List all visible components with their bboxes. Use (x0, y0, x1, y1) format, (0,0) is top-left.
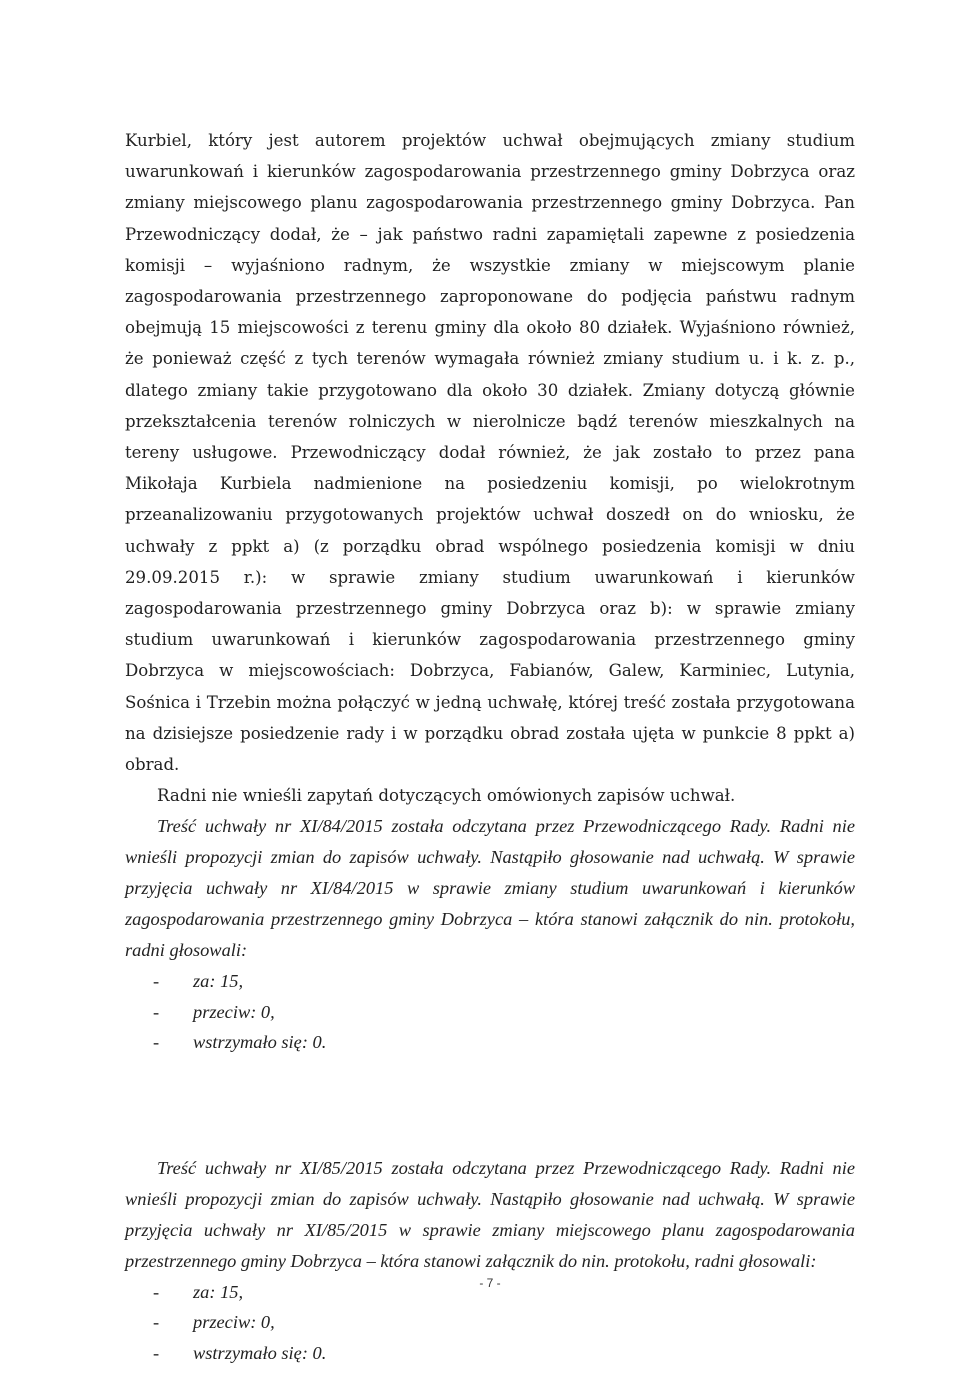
vote-label: za: 15, (193, 971, 244, 992)
vote-label: wstrzymało się: 0. (193, 1342, 327, 1363)
vote-label: przeciw: 0, (193, 1001, 275, 1022)
bullet-dash: - (153, 1342, 160, 1363)
bullet-dash: - (153, 1001, 160, 1022)
bullet-dash: - (153, 1032, 160, 1053)
page-number: - 7 - (479, 1276, 501, 1290)
bullet-dash: - (153, 971, 160, 992)
body-paragraph-2: Radni nie wnieśli zapytań dotyczących omówionych zapisów uchwał. (157, 786, 736, 806)
vote-label: wstrzymało się: 0. (193, 1032, 327, 1053)
bullet-dash: - (153, 1281, 160, 1302)
resolution-2-text: Treść uchwały nr XI/85/2015 została odczytana przez Przewodniczącego Rady. Radni nie wnieśli propozycji zmian do zapisów uchwały. Nastąpiło głosowanie nad uchwałą. W sprawie przyjęcia uchwały nr XI/85/2015 w sprawie zmiany miejscowego planu zagospodarowania przestrzennego gminy Dobrzyca – która stanowi załącznik do nin. protokołu, radni głosowali: (125, 1157, 855, 1271)
vote-item-against (125, 1307, 855, 1338)
vote-item-for (125, 966, 855, 997)
resolution-1-votes (125, 966, 855, 1058)
vote-label: przeciw: 0, (193, 1312, 275, 1333)
bullet-dash: - (153, 1312, 160, 1333)
vote-item-abstain (125, 1338, 855, 1369)
vote-item-abstain (125, 1027, 855, 1058)
vote-label: za: 15, (193, 1281, 244, 1302)
resolution-2-votes (125, 1277, 855, 1369)
section-spacer (125, 1058, 855, 1153)
body-paragraph-1: Kurbiel, który jest autorem projektów uchwał obejmujących zmiany studium uwarunkowań i kierunków zagospodarowania przestrzennego gminy Dobrzyca oraz zmiany miejscowego planu zagospodarowania przestrzennego gminy Dobrzyca. Pan Przewodniczący dodał, że – jak państwo radni zapamiętali zapewne z posiedzenia komisji – wyjaśniono radnym, że wszystkie zmiany w miejscowym planie zagospodarowania przestrzennego zaproponowane do podjęcia państwu radnym obejmują 15 miejscowości z terenu gminy dla około 80 działek. Wyjaśniono również, że ponieważ część z tych terenów wymagała również zmiany studium u. i k. z. p., dlatego zmiany takie przygotowano dla około 30 działek. Zmiany dotyczą głównie przekształcenia terenów rolniczych w nierolnicze bądź terenów mieszkalnych na tereny usługowe. Przewodniczący dodał również, że jak zostało to przez pana Mikołaja Kurbiela nadmienione na posiedzeniu komisji, po wielokrotnym przeanalizowaniu przygotowanych projektów uchwał doszedł on do wniosku, że uchwały z ppkt a) (z porządku obrad wspólnego posiedzenia komisji w dniu 29.09.2015 r.): w sprawie zmiany studium uwarunkowań i kierunków zagospodarowania przestrzennego gminy Dobrzyca oraz b): w sprawie zmiany studium uwarunkowań i kierunków zagospodarowania przestrzennego gminy Dobrzyca w miejscowościach: Dobrzyca, Fabianów, Galew, Karminiec, Lutynia, Sośnica i Trzebin można połączyć w jedną uchwałę, której treść została przygotowana na dzisiejsze posiedzenie rady i w porządku obrad została ujęta w punkcie 8 ppkt a) obrad. (125, 131, 855, 775)
vote-item-against (125, 997, 855, 1028)
document-page (125, 125, 855, 1368)
resolution-1-text: Treść uchwały nr XI/84/2015 została odczytana przez Przewodniczącego Rady. Radni nie wnieśli propozycji zmian do zapisów uchwały. Nastąpiło głosowanie nad uchwałą. W sprawie przyjęcia uchwały nr XI/84/2015 w sprawie zmiany studium uwarunkowań i kierunków zagospodarowania przestrzennego gminy Dobrzyca – która stanowi załącznik do nin. protokołu, radni głosowali: (125, 816, 855, 961)
